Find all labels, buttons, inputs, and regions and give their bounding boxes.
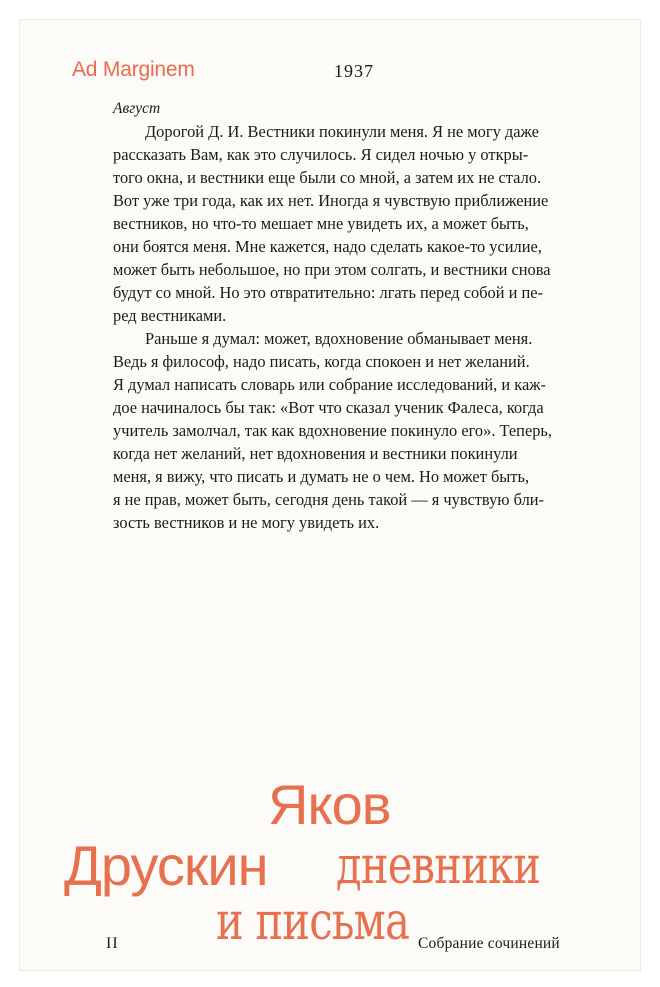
text-line: вестников, но что-то мешает мне увидеть их, а может быть,: [113, 214, 529, 233]
text-line: я не прав, может быть, сегодня день такой — я чувствую бли-: [113, 490, 544, 509]
text-line: ред вестниками.: [113, 306, 227, 325]
text-line: Я думал написать словарь или собрание исследований, и каж-: [113, 375, 547, 394]
volume-number: II: [106, 935, 119, 952]
paragraph-1: [113, 120, 623, 327]
book-title-line-2: и письма: [216, 892, 410, 952]
author-last-name: Друскин: [64, 834, 268, 897]
text-line: рассказать Вам, как это случилось. Я сидел ночью у откры-: [113, 145, 529, 164]
paragraph-2: [113, 327, 623, 534]
author-first-name: Яков: [268, 773, 391, 836]
entry-month: Август: [113, 100, 161, 117]
text-line: они боятся меня. Мне кажется, надо сделать какое-то усилие,: [113, 237, 542, 256]
text-line: того окна, и вестники еще были со мной, а затем их не стало.: [113, 168, 542, 187]
text-line: когда нет желаний, нет вдохновения и вестники покинули: [113, 444, 518, 463]
text-line: может быть небольшое, но при этом солгать, и вестники снова: [113, 260, 551, 279]
text-line: Ведь я философ, надо писать, когда спокоен и нет желаний.: [113, 352, 530, 371]
text-line: дое начиналось бы так: «Вот что сказал ученик Фалеса, когда: [113, 398, 544, 417]
diary-entry: [113, 97, 623, 534]
text-line: Раньше я думал: может, вдохновение обманывает меня.: [145, 329, 533, 348]
book-title-line-1: дневники: [336, 836, 541, 896]
text-line: учитель замолчал, так как вдохновение покинуло его». Теперь,: [113, 421, 552, 440]
book-cover: [20, 20, 640, 970]
text-line: зость вестников и не могу увидеть их.: [113, 513, 380, 532]
text-line: Вот уже три года, как их нет. Иногда я чувствую приближение: [113, 191, 549, 210]
series-name: Собрание сочинений: [418, 935, 560, 952]
text-line: меня, я вижу, что писать и думать не о чем. Но может быть,: [113, 467, 530, 486]
publisher-name: Ad Marginem: [72, 58, 195, 81]
text-line: будут со мной. Но это отвратительно: лгать перед собой и пе-: [113, 283, 543, 302]
entry-year: 1937: [334, 61, 374, 81]
text-line: Дорогой Д. И. Вестники покинули меня. Я не могу даже: [145, 122, 539, 141]
